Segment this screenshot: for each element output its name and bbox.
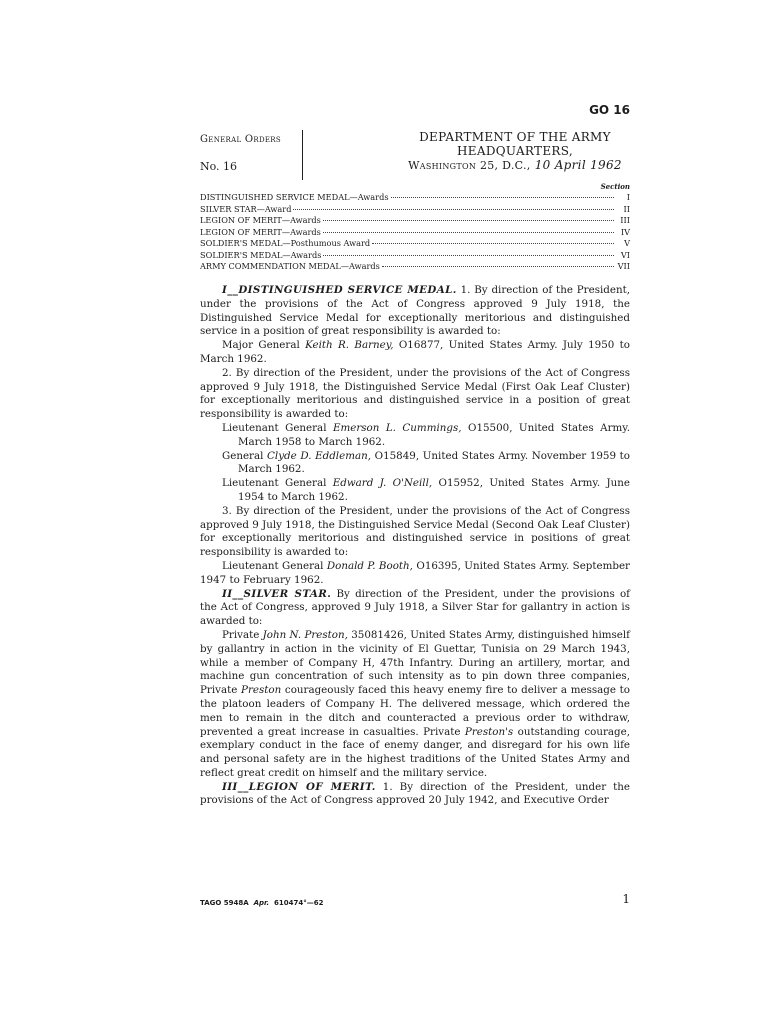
award-rank: Lieutenant General <box>222 421 327 434</box>
section-1-paragraph-2: 2. By direction of the President, under the provisions of the Act of Congress approved 9 July 1918, the Distinguished Service Medal (First Oak Leaf Cluster) for exceptionally meritorious and distinguished service in a position of great responsibility is awarded to: <box>200 366 630 421</box>
toc-title: LEGION OF MERIT—Awards <box>200 226 321 237</box>
page-number: 1 <box>622 892 630 906</box>
leader-dots <box>391 197 614 198</box>
toc-section-number: V <box>624 238 630 248</box>
department-block <box>400 130 630 173</box>
citation-text: outstanding courage, exemplary conduct in the face of enemy danger, and disregard for his own life and personal safety are in the highest traditions of the United States Army and reflect great credit on himself and the military service. <box>200 725 630 779</box>
award-entry <box>200 422 630 450</box>
section-heading: I__DISTINGUISHED SERVICE MEDAL. <box>222 284 457 296</box>
award-name: Emerson L. Cummings, <box>332 421 462 434</box>
toc-title: SOLDIER'S MEDAL—Posthumous Award <box>200 238 371 248</box>
orders-number: No. 16 <box>200 160 238 173</box>
toc-section-number: III <box>620 215 630 225</box>
location-date <box>400 158 630 173</box>
award-rank: General <box>222 449 264 462</box>
award-name: John N. Preston, <box>262 628 348 641</box>
award-entry <box>200 450 630 478</box>
award-name: Donald P. Booth, <box>326 559 413 572</box>
award-name: Edward J. O'Neill, <box>332 477 433 490</box>
paragraph-text: 1. By direction of the President, under the provisions of the Act of Congress approved 20 July 1942, and Executive Order <box>200 780 631 807</box>
toc-section-number: VI <box>620 249 630 260</box>
award-entry <box>200 560 630 588</box>
toc-section-number: IV <box>620 226 630 237</box>
section-heading: II__SILVER STAR. <box>222 587 332 600</box>
toc-title: SILVER STAR—Award <box>200 203 292 214</box>
leader-dots <box>372 243 614 244</box>
award-name: Clyde D. Eddleman, <box>267 449 372 462</box>
orders-body <box>200 284 630 808</box>
award-name: Preston <box>241 684 282 697</box>
section-1-paragraph-1 <box>200 284 630 339</box>
leader-dots <box>293 209 614 210</box>
paragraph-text: 1. By direction of the President, under the provisions of the Act of Congress approved 9 July 1918, the Distinguished Service Medal for exceptionally meritorious and distinguished service in a position of great responsibility is awarded to: <box>200 284 630 338</box>
award-text: O15952, United States Army. June 1954 to March 1962. <box>238 477 630 503</box>
general-orders-block <box>200 130 303 180</box>
document-code: GO 16 <box>589 103 630 117</box>
toc-title: SOLDIER'S MEDAL—Awards <box>200 249 322 260</box>
award-entry <box>200 339 630 367</box>
section-1-paragraph-3: 3. By direction of the President, under the provisions of the Act of Congress approved 9 July 1918, the Distinguished Service Medal (Second Oak Leaf Cluster) for exceptionally meritorious and distinguished service in positions of great responsibility is awarded to: <box>200 504 630 559</box>
award-rank: Lieutenant General <box>222 559 324 572</box>
toc-row <box>200 192 630 204</box>
headquarters-label: HEADQUARTERS, <box>457 144 573 158</box>
paragraph-text: By direction of the President, under the provisions of the Act of Congress, approved 9 July 1918, a Silver Star for gallantry in action is awarded to: <box>200 587 630 628</box>
footer-month: Apr. <box>253 899 270 907</box>
print-code: 610474°—62 <box>273 899 324 907</box>
citation-text: courageously faced this heavy enemy fire to deliver a message to the platoon leaders of Company H. The delivered message, which ordered the men to remain in the ditch and counteracted a previous order to withdraw, prevented a great increase in casualties. Private <box>200 684 630 738</box>
toc-title: LEGION OF MERIT—Awards <box>200 215 321 225</box>
tago-number: TAGO 5948A <box>200 899 249 907</box>
leader-dots <box>323 255 614 256</box>
award-text: O15500, United States Army. March 1958 to March 1962. <box>238 421 630 448</box>
toc-title: DISTINGUISHED SERVICE MEDAL—Awards <box>200 192 389 202</box>
award-text: O15849, United States Army. November 1959 to March 1962. <box>238 449 630 476</box>
award-entry <box>200 477 630 505</box>
award-rank: Lieutenant General <box>222 477 327 490</box>
section-2-intro <box>200 588 630 629</box>
leader-dots <box>323 220 614 221</box>
section-2-citation <box>200 629 630 781</box>
general-orders-label: General Orders <box>200 134 281 145</box>
location: Washington 25, D.C., <box>408 159 531 172</box>
leader-dots <box>382 266 614 267</box>
toc-row <box>200 204 630 216</box>
award-rank: Private <box>222 628 260 641</box>
toc-section-number: VII <box>617 261 630 271</box>
department-name: DEPARTMENT OF THE ARMY <box>419 130 611 144</box>
toc-row <box>200 250 630 262</box>
leader-dots <box>323 232 614 233</box>
issue-date: 10 April 1962 <box>534 158 622 172</box>
award-name: Keith R. Barney, <box>305 339 394 352</box>
orders-header <box>200 130 630 180</box>
toc-section-number: I <box>626 192 630 202</box>
toc-row <box>200 261 630 273</box>
award-name: Preston's <box>464 725 514 738</box>
citation-text: 35081426, United States Army, distinguished himself by gallantry in action in the vicinity of El Guettar, Tunisia on 29 March 1943, while a member of Company H, 47th Infantry. During an artillery, mortar, and machine gun concentration of such intensity as to pin down three companies, Private <box>200 628 630 697</box>
toc-title: ARMY COMMENDATION MEDAL—Awards <box>200 261 380 271</box>
award-text: O16395, United States Army. September 1947 to February 1962. <box>200 559 630 586</box>
award-rank: Major General <box>222 339 300 352</box>
award-text: O16877, United States Army. July 1950 to March 1962. <box>200 339 630 365</box>
section-heading: III__LEGION OF MERIT. <box>222 780 376 793</box>
toc-section-label: Section <box>600 182 630 191</box>
table-of-contents <box>200 182 630 273</box>
toc-row <box>200 215 630 227</box>
toc-section-number: II <box>623 203 630 214</box>
page-footer <box>200 892 630 911</box>
toc-row <box>200 227 630 239</box>
section-3-paragraph-1 <box>200 781 630 809</box>
toc-row <box>200 238 630 250</box>
